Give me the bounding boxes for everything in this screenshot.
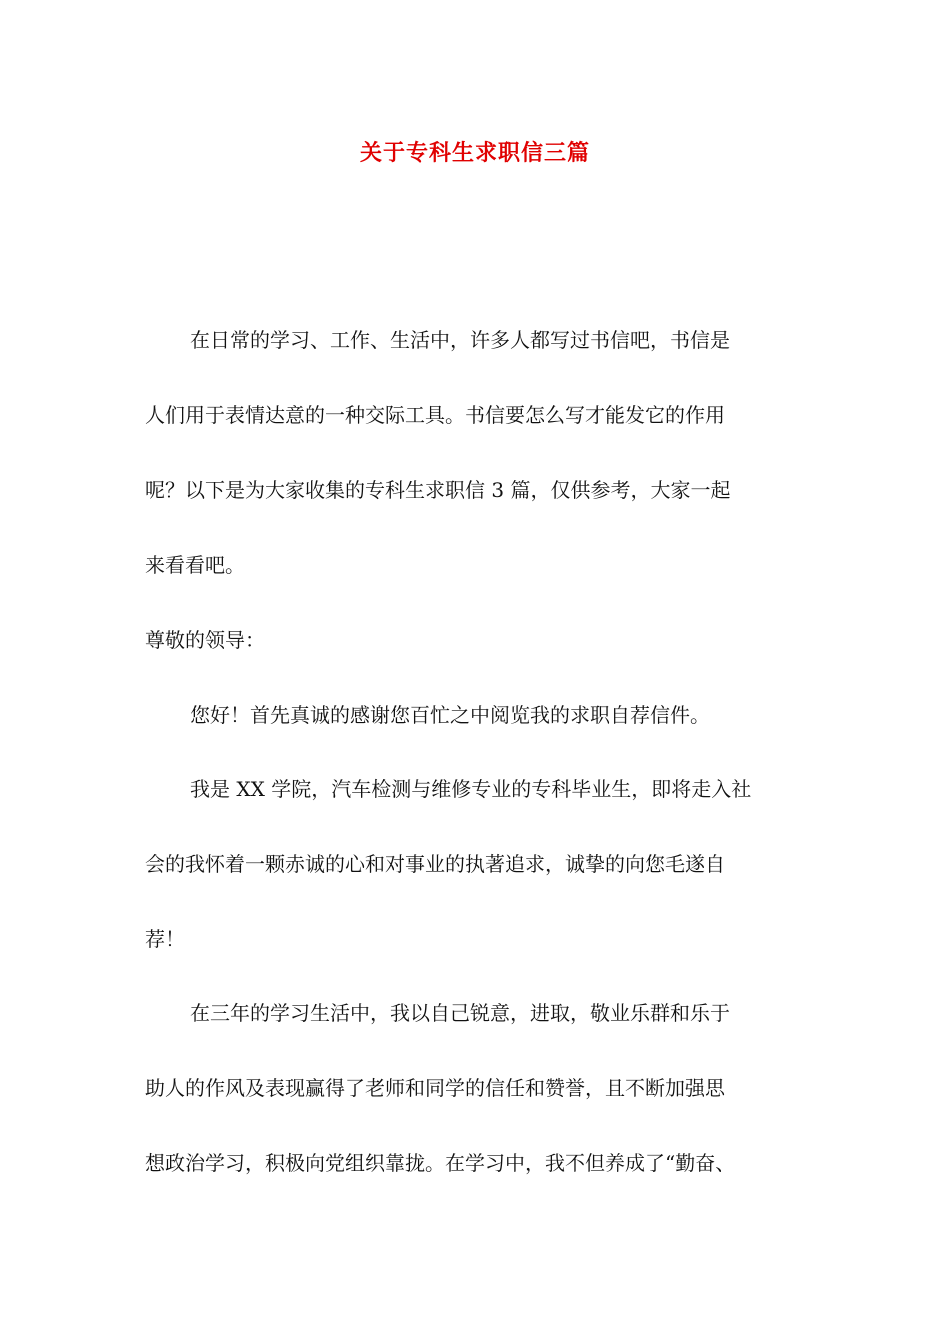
body-line: 人们用于表情达意的一种交际工具。书信要怎么写才能发它的作用: [145, 403, 725, 427]
body-line: 在三年的学习生活中，我以自己锐意，进取，敬业乐群和乐于: [190, 1001, 730, 1025]
body-line: 会的我怀着一颗赤诚的心和对事业的执著追求，诚挚的向您毛遂自: [145, 852, 725, 876]
document-title: 关于专科生求职信三篇: [359, 140, 590, 166]
salutation: 尊敬的领导：: [145, 628, 265, 652]
body-line: 助人的作风及表现赢得了老师和同学的信任和赞誉，且不断加强思: [145, 1076, 725, 1100]
body-line: 来看看吧。: [145, 553, 245, 577]
body-line: 荐！: [145, 927, 185, 951]
body-line: 您好！首先真诚的感谢您百忙之中阅览我的求职自荐信件。: [190, 703, 710, 727]
body-line: 我是 XX 学院，汽车检测与维修专业的专科毕业生，即将走入社: [190, 777, 752, 801]
body-line: 想政治学习，积极向党组织靠拢。在学习中，我不但养成了“勤奋、: [145, 1151, 736, 1175]
body-line: 呢？以下是为大家收集的专科生求职信 3 篇，仅供参考，大家一起: [145, 478, 731, 502]
body-line: 在日常的学习、工作、生活中，许多人都写过书信吧，书信是: [190, 328, 730, 352]
